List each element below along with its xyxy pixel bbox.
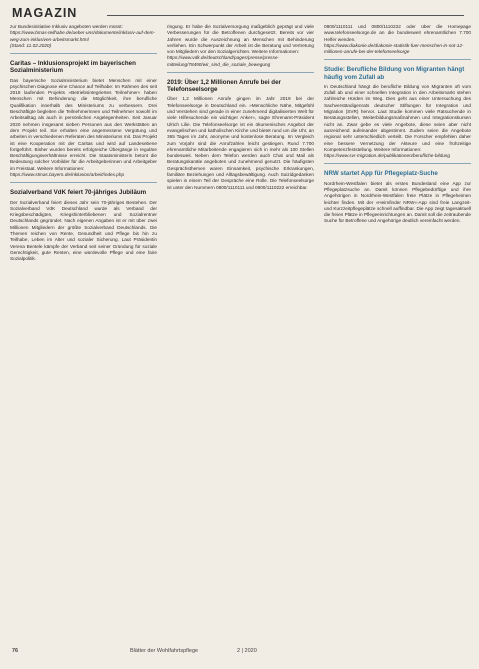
column-3 <box>324 24 471 634</box>
col1-intro-link[interactable]: https://www.bmas-teilhabe.de/ueber-uns/dokumente/inklusiv-auf-dem-weg-zum-inklusiven-arbeitsmarkt.html <box>10 30 156 42</box>
nrw-app-body: Nordrhein-Westfalen bietet als erstes Bundesland eine App zur Pflegeplatzsuche an. Damit können Pflegebedürftige und ihre Angehörigen in Nordrhein-Westfalen freie Plätze in Pflegeheimen leichter finden. Mit der »Heimfinder NRW«-App sind freie Langzeit- und Kurzzeitpflegeplätze schnell auffindbar. Die App zeigt tagesaktuell die freien Plätze in Pflegeeinrichtungen an. Damit soll die zeitraubende Suche für Betroffene und Angehörige deutlich vereinfacht werden. <box>324 180 471 224</box>
migranten-body: In Deutschland hängt die berufliche Bildung von Migranten oft vom Zufall ab und einer schnellen Integration in den Arbeitsmarkt stehen zahlreiche Hürden im Weg. Dies geht aus einer Untersuchung des Sachverständigenrats deutscher Stiftungen für Integration und Migration (SVR) hervor. Laut Studie kommen viele Ratsuchende in Beratungsstellen, Weiterbildungsmaßnahmen und Integrationskursen nicht an. Zwar gebe es viele Angebote, diese seien aber nicht ausreichend aufeinander abgestimmt. Zudem seien die Angebote regional sehr unterschiedlich verteilt. Die Forscher empfehlen daher eine bessere Vernetzung der Akteure und eine frühzeitige Kompetenzfeststellung. Weitere Informationen: <box>324 83 471 152</box>
col2-intro-link[interactable]: https://www.vdk.de/deutschland/pages/presse/presse-mitteilung/78490/wir_sind_die_soziale_bewegung <box>167 55 280 67</box>
migranten-heading: Studie: Berufliche Bildung von Migranten hängt häufig vom Zufall ab <box>324 66 465 81</box>
page-footer <box>12 646 467 660</box>
page-header <box>0 0 479 26</box>
telefonseelsorge-heading: 2019: Über 1,2 Millionen Anrufe bei der Telefonseelsorge <box>167 79 281 94</box>
magazine-name: Blätter der Wohlfahrtspflege <box>130 648 199 654</box>
divider <box>10 182 157 183</box>
column-2 <box>167 24 314 634</box>
column-1 <box>10 24 157 634</box>
section-title: MAGAZIN <box>12 6 78 20</box>
divider <box>167 72 314 73</box>
caritas-body: Das bayerische Sozialministerium bietet Menschen mit einer psychischen Diagnose eine Chance auf Teilhabe: Im Rahmen des seit 2018 laufenden Projekts »Betriebsintegriertes Teilnehmer« haben Menschen mit Behinderung die Möglichkeit, ihre berufliche Qualifikation innerhalb des Ministeriums zu verbessern. Drei Beschäftigte begleiten die Teilnehmerinnen und Teilnehmer sowohl im Arbeitsalltag als auch in persönlichen Angelegenheiten. Seit Januar 2020 nehmen insgesamt sieben Personen aus den Werkstätten an dem Projekt teil. Sie erhalten eine angemessene Vergütung und arbeiten in verschiedenen Referaten des Ministeriums mit. Das Projekt ist eine Kooperation mit der Caritas und wird auf Landesebene fortgeführt. Bisher wurden bereits erfolgreiche Übergänge in reguläre Beschäftigungsverhältnisse erreicht. Die Staatsministerin betont die Bedeutung solcher Vorbilder für die Arbeitgeberinnen und Arbeitgeber im Freistaat. Weitere Informationen: <box>10 77 157 171</box>
article-columns <box>10 24 471 634</box>
vdk-body: Der Sozialverband feiert dieses Jahr sein 70-jähriges Bestehen. Der Sozialverband VdK Deutschland wurde als Verband der Kriegsbeschädigten, Kriegshinterbliebenen und Sozialrentner Deutschlands gegründet. Nach eigenen Angaben ist er mit über zwei Millionen Mitgliedern der größte Sozialverband Deutschlands. Die Themen reichen von Rente, Gesundheit und Pflege bis hin zu Teilhabe, Leben im Alter und sozialer Sicherung. Laut Präsidentin Verena Bentele kämpfe der Verband seit seiner Gründung für soziale Gerechtigkeit, gute Renten, eine würdevolle Pflege und eine faire Sozialpolitik. <box>10 199 157 262</box>
caritas-link[interactable]: https://www.stmas.bayern.de/inklusion/arbeit/index.php <box>10 172 125 178</box>
issue-number: 2 | 2020 <box>237 648 257 654</box>
col3-intro-link[interactable]: https://www.diakonie.de/diakonie-statistik-fuer-menschen-in-not-12-millionen-anrufe-bei-der-telefonseelsorge <box>324 42 464 55</box>
col2-intro: ringung. Er habe die Sozialversorgung maßgeblich geprägt und viele Verbesserungen für die Betroffenen durchgesetzt. Bereits vor vier Jahren wurde die Auszeichnung an Menschen mit Behinderung verliehen. Ein Schwerpunkt der Arbeit ist die Beratung und Vertretung von Mitgliedern vor den Sozialgerichten. Weitere Informationen: <box>167 24 314 55</box>
divider <box>324 163 471 164</box>
telefonseelsorge-body: Über 1,2 Millionen Anrufe gingen im Jahr 2019 bei der Telefonseelsorge in Deutschland ein. »Menschliche Nähe, Mitgefühl und Verstehen sind gerade in einer zunehmend digitalisierten Welt für viele Hilfesuchende ein wichtiger Anker«, sagte Ehrenamt-Präsident Ulrich Lilie. Die Telefonseelsorge ist ein ökumenisches Angebot der evangelischen und katholischen Kirche und bietet rund um die Uhr, an 365 Tagen im Jahr, anonyme und kostenlose Beratung. Im Vergleich zum Vorjahr sind die Anrufzahlen leicht gestiegen. Rund 7.700 ehrenamtliche Mitarbeitende engagieren sich in mehr als 100 Stellen bundesweit. Neben dem Telefon werden auch Chat und Mail als Beratungskanäle angeboten und zunehmend genutzt. Die häufigsten Gesprächsthemen waren Einsamkeit, psychische Erkrankungen, familiäre Beziehungen und Alltagsbewältigung. Auch Suizidgedanken spielen in einem Teil der Gespräche eine Rolle. Die Telefonseelsorge ist unter den Nummern 0800/1110111 und 0800/1110222 erreichbar. <box>167 96 314 190</box>
col3-intro: 0800/1110111 und 0800/1110222 oder über die Homepage www.telefonseelsorge.de an die bundesweit ehrenamtlichen 7.700 Helfer wenden. <box>324 24 471 42</box>
col1-intro-date: (Stand: 11.02.2020) <box>10 42 52 48</box>
header-rule <box>107 15 464 16</box>
col1-intro: zur Bundesinitiative Inklusiv angeboten werden müsst: <box>10 24 123 29</box>
divider <box>10 53 157 54</box>
vdk-heading: Sozialverband VdK feiert 70-jähriges Jubiläum <box>10 189 147 197</box>
divider <box>324 59 471 60</box>
migranten-link[interactable]: https://www.svr-migration.de/publikationen/berufliche-bildung <box>324 153 451 159</box>
page-number: 76 <box>12 648 19 654</box>
nrw-app-heading: NRW startet App für Pflegeplatz-Suche <box>324 170 438 178</box>
caritas-heading: Caritas – Inklusionsprojekt im bayerischen Sozialministerium <box>10 60 136 75</box>
